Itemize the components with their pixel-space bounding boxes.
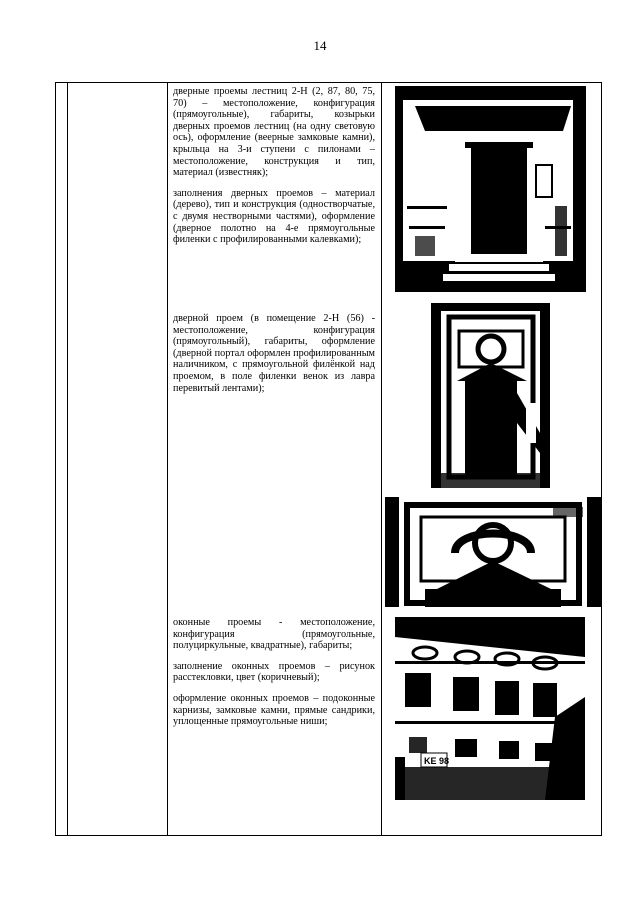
photo-building-facade xyxy=(395,617,585,800)
photo-portal-closeup xyxy=(385,497,601,607)
row-2-description xyxy=(173,313,375,403)
building-sign: KE 98 xyxy=(424,756,450,766)
photo-entrance-door xyxy=(395,86,586,292)
column-divider xyxy=(381,83,382,835)
page-number: 14 xyxy=(313,38,327,53)
row-1-description xyxy=(173,86,375,255)
photo-door-portal xyxy=(431,303,550,488)
paragraph: заполнения дверных проемов – материал (дерево), тип и конструкция (одностворчатые, с двумя нестворными частями), оформление (дверное полотно на 4-е прямоугольные филенки с профилированными калевками); xyxy=(173,187,375,246)
column-divider xyxy=(167,83,168,835)
column-divider xyxy=(67,83,68,835)
paragraph: оконные проемы - местоположение, конфигурация (прямоугольные, полуциркульные, квадратные), габариты; xyxy=(173,617,375,652)
paragraph: дверной проем (в помещение 2-Н (56) - местоположение, конфигурация (прямоугольный), габариты, оформление (дверной портал оформлен профилированным наличником, с прямоугольной филёнкой над проемом, в поле филенки венок из лавра перевитый лентами); xyxy=(173,313,375,394)
paragraph: дверные проемы лестниц 2-Н (2, 87, 80, 75, 70) – местоположение, конфигурация (прямоугольные), габариты, козырьки дверных проемов лестниц (на одну световую ось), оформление (веерные замковые камни), крыльца на 3-и ступени с пилонами – местоположение, конструкция и тип, материал (известняк); xyxy=(173,86,375,179)
row-3-description xyxy=(173,617,375,737)
paragraph: оформление оконных проемов – подоконные карнизы, замковые камни, прямые сандрики, уплощенные прямоугольные ниши; xyxy=(173,692,375,728)
paragraph: заполнение оконных проемов – рисунок расстекловки, цвет (коричневый); xyxy=(173,660,375,684)
